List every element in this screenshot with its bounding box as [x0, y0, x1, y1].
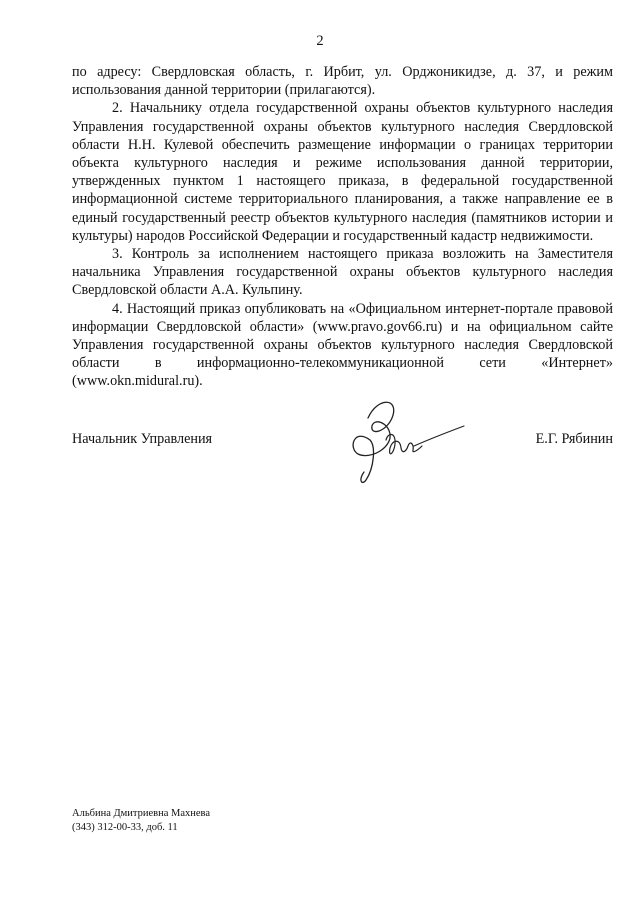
paragraph-item-3: 3. Контроль за исполнением настоящего приказа возложить на Заместителя начальника Управления государственной охраны объектов культурного наследия Свердловской области А.А. Кульпину. — [72, 246, 613, 299]
page-number: 2 — [316, 33, 324, 49]
document-body — [72, 63, 613, 391]
paragraph-continuation: по адресу: Свердловская область, г. Ирбит, ул. Орджоникидзе, д. 37, и режим использования данной территории (прилагаются). — [72, 64, 613, 99]
signatory-position: Начальник Управления — [72, 431, 213, 447]
signatory-name: Е.Г. Рябинин — [535, 431, 613, 447]
contact-person: Альбина Дмитриевна Махнева — [72, 808, 211, 819]
contact-info — [72, 807, 210, 834]
paragraph-item-2: 2. Начальнику отдела государственной охраны объектов культурного наследия Управления государственной охраны объектов культурного наследия Свердловской области Н.Н. Кулевой обеспечить размещение информации о границах территории объекта культурного наследия и режиме использования данной территории, утвержденных пунктом 1 настоящего приказа, в федеральной государственной информационной системе территориального планирования, а также направление ее в единый государственный реестр объектов культурного наследия (памятников истории и культуры) народов Российской Федерации и государственный кадастр недвижимости. — [72, 100, 613, 244]
contact-phone: (343) 312-00-33, доб. 11 — [72, 821, 178, 833]
handwritten-signature — [340, 388, 470, 498]
paragraph-item-4: 4. Настоящий приказ опубликовать на «Официальном интернет-портале правовой информации Свердловской области» (www.pravo.gov66.ru) и на официальном сайте Управления государственной охраны объектов культурного наследия Свердловской области в информационно-телекоммуникационной сети «Интернет» (www.okn.midural.ru). — [72, 300, 613, 390]
